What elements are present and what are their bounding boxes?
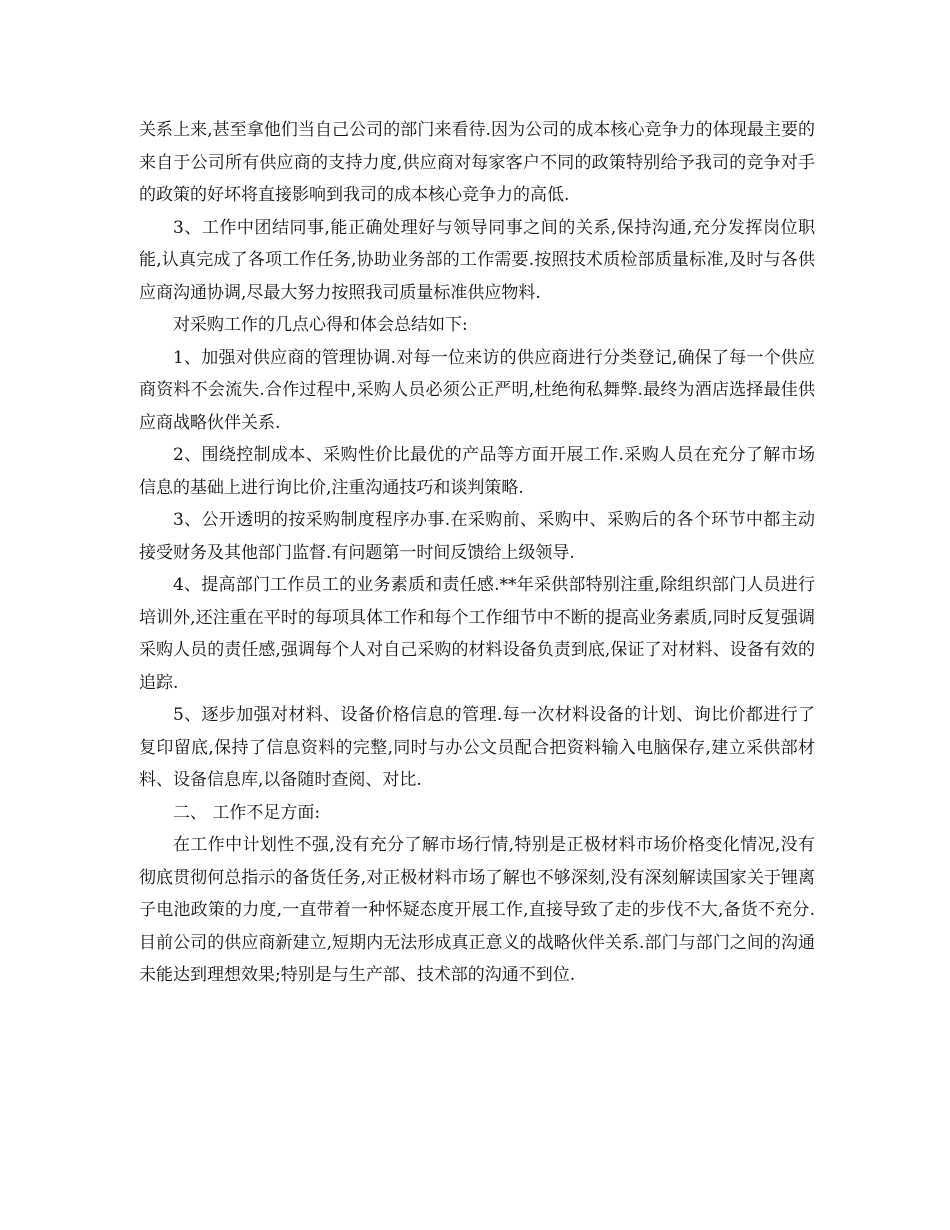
paragraph-item-3-transparency: 3、公开透明的按采购制度程序办事.在采购前、采购中、采购后的各个环节中都主动接受财务及其他部门监督.有问题第一时间反馈给上级领导. xyxy=(139,510,815,563)
paragraph-continuation: 关系上来,甚至拿他们当自己公司的部门来看待.因为公司的成本核心竞争力的体现最主要的来自于公司所有供应商的支持力度,供应商对每家客户不同的政策特别给予我司的竞争对手的政策的好坏将直接影响到我司的成本核心竞争力的高低. xyxy=(139,120,815,205)
paragraph-shortcomings: 在工作中计划性不强,没有充分了解市场行情,特别是正极材料市场价格变化情况,没有彻底贯彻何总指示的备货任务,对正极材料市场了解也不够深刻,没有深刻解读国家关于锂离子电池政策的力度,一直带着一种怀疑态度开展工作,直接导致了走的步伐不大,备货不充分.目前公司的供应商新建立,短期内无法形成真正意义的战略伙伴关系.部门与部门之间的沟通未能达到理想效果;特别是与生产部、技术部的沟通不到位. xyxy=(139,835,815,985)
paragraph-item-2-cost: 2、围绕控制成本、采购性价比最优的产品等方面开展工作.采购人员在充分了解市场信息的基础上进行询比价,注重沟通技巧和谈判策略. xyxy=(139,445,815,498)
paragraph-summary-intro: 对采购工作的几点心得和体会总结如下: xyxy=(173,315,468,335)
paragraph-item-4-quality: 4、提高部门工作员工的业务素质和责任感.**年采供部特别注重,除组织部门人员进行培训外,还注重在平时的每项具体工作和每个工作细节中不断的提高业务素质,同时反复强调采购人员的责任感,强调每个人对自己采购的材料设备负责到底,保证了对材料、设备有效的追踪. xyxy=(139,575,815,693)
document-page xyxy=(139,114,815,992)
paragraph-item-5-pricing: 5、逐步加强对材料、设备价格信息的管理.每一次材料设备的计划、询比价都进行了复印留底,保持了信息资料的完整,同时与办公文员配合把资料输入电脑保存,建立采供部材料、设备信息库,以备随时查阅、对比. xyxy=(139,705,815,790)
section-heading-shortcomings: 二、 工作不足方面: xyxy=(173,802,321,823)
paragraph-item-3-teamwork: 3、工作中团结同事,能正确处理好与领导同事之间的关系,保持沟通,充分发挥岗位职能,认真完成了各项工作任务,协助业务部的工作需要.按照技术质检部质量标准,及时与各供应商沟通协调,尽最大努力按照我司质量标准供应物料. xyxy=(139,217,815,303)
paragraph-item-1-supplier: 1、加强对供应商的管理协调.对每一位来访的供应商进行分类登记,确保了每一个供应商资料不会流失.合作过程中,采购人员必须公正严明,杜绝徇私舞弊.最终为酒店选择最佳供应商战略伙伴关系. xyxy=(139,347,815,433)
